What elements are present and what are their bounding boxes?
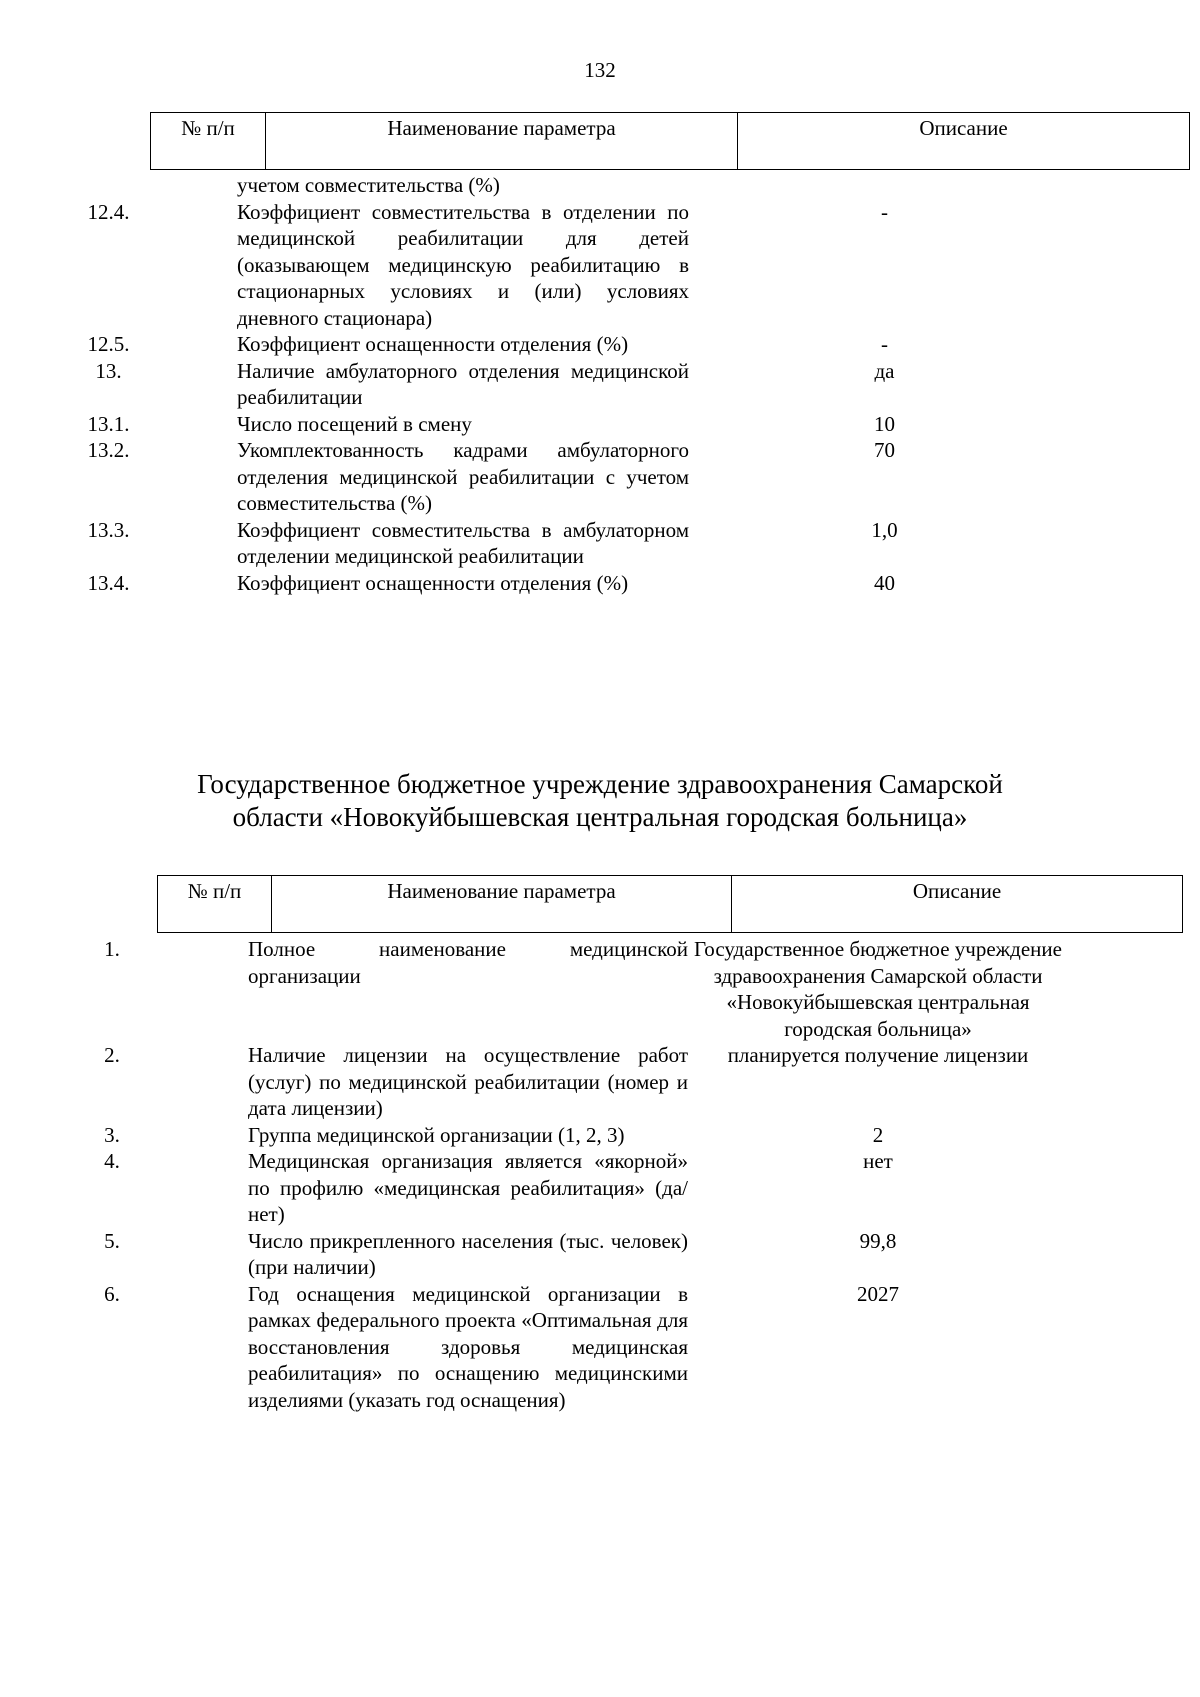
row-desc: планируется получение лицензии: [727, 1043, 1029, 1067]
row-desc: 40: [874, 570, 895, 595]
table-row: [0, 358, 1200, 411]
row-desc: 10: [874, 411, 895, 436]
row-num: 12.4.: [87, 199, 130, 224]
table-row: [0, 1228, 1200, 1281]
row-param: Полное наименование медицинской организации: [248, 937, 688, 988]
row-desc: нет: [863, 1149, 893, 1173]
table-row: [0, 517, 1200, 570]
row-param: Число прикрепленного населения (тыс. человек) (при наличии): [248, 1228, 688, 1279]
row-desc: -: [881, 199, 888, 224]
header-param: Наименование параметра: [271, 876, 731, 932]
table-row: [0, 1122, 1200, 1149]
table-row: [0, 1148, 1200, 1228]
row-desc: 70: [874, 438, 895, 462]
table2-header: [157, 875, 1183, 933]
table-row: [0, 172, 1200, 199]
row-num: 13.4.: [87, 570, 130, 595]
row-desc: 2027: [857, 1281, 899, 1306]
table1-header: [150, 112, 1190, 170]
row-desc: 99,8: [859, 1228, 897, 1253]
row-param: Коэффициент оснащенности отделения (%): [237, 570, 629, 595]
header-num: № п/п: [181, 116, 235, 140]
row-num: 1.: [104, 937, 120, 961]
row-num: 3.: [104, 1122, 120, 1147]
row-num: 12.5.: [87, 332, 130, 356]
row-param: Наличие амбулаторного отделения медицинской реабилитации: [237, 358, 689, 409]
row-desc: 2: [872, 1122, 884, 1147]
row-param: Коэффициент совместительства в амбулаторном отделении медицинской реабилитации: [237, 517, 689, 568]
row-num: 2.: [104, 1043, 120, 1067]
table-row: [0, 1042, 1200, 1122]
table-row: [0, 936, 1200, 1042]
header-desc: Описание: [737, 113, 1189, 169]
row-param: Группа медицинской организации (1, 2, 3): [248, 1122, 625, 1147]
row-param: Коэффициент оснащенности отделения (%): [237, 332, 629, 356]
row-num: 5.: [104, 1228, 120, 1253]
header-param: Наименование параметра: [265, 113, 737, 169]
table2-body: [0, 936, 1200, 1413]
row-param: Число посещений в смену: [237, 411, 472, 436]
row-num: [0, 172, 217, 199]
row-num: 13.2.: [87, 438, 130, 462]
row-num: 13.3.: [87, 517, 130, 542]
table-row: [0, 331, 1200, 358]
row-desc: 1,0: [871, 517, 898, 542]
row-param: Наличие лицензии на осуществление работ (услуг) по медицинской реабилитации (номер и дата лицензии): [248, 1043, 688, 1120]
section-title: Государственное бюджетное учреждение здравоохранения Самарской области «Новокуйбышевская центральная городская больница»: [197, 769, 1003, 832]
row-param: Год оснащения медицинской организации в рамках федерального проекта «Оптимальная для восстановления здоровья медицинская реабилитация» по оснащению медицинскими изделиями (указать год оснащения): [248, 1281, 688, 1412]
table-row: [0, 437, 1200, 517]
header-num: № п/п: [187, 879, 242, 903]
table-row: [0, 1281, 1200, 1414]
row-desc: Государственное бюджетное учреждение здравоохранения Самарской области «Новокуйбышевская центральная городская больница»: [694, 937, 1062, 1041]
row-num: 13.1.: [87, 411, 130, 436]
row-desc: [699, 172, 1070, 199]
row-param: Медицинская организация является «якорной» по профилю «медицинская реабилитация» (да/нет): [248, 1149, 688, 1226]
table-row: [0, 411, 1200, 438]
row-param: учетом совместительства (%): [237, 173, 500, 197]
row-param: Укомплектованность кадрами амбулаторного отделения медицинской реабилитации с учетом совместительства (%): [237, 438, 689, 515]
page-number: 132: [584, 58, 616, 82]
row-num: 13.: [95, 358, 122, 383]
row-param: Коэффициент совместительства в отделении по медицинской реабилитации для детей (оказывающем медицинскую реабилитацию в стационарных условиях и (или) условиях дневного стационара): [237, 199, 689, 330]
row-num: 6.: [104, 1281, 120, 1306]
row-num: 4.: [104, 1149, 120, 1173]
row-desc: -: [881, 332, 888, 356]
row-desc: да: [874, 358, 895, 383]
header-desc: Описание: [731, 876, 1182, 932]
table1-body: [0, 172, 1200, 596]
table-row: [0, 570, 1200, 597]
table-row: [0, 199, 1200, 332]
